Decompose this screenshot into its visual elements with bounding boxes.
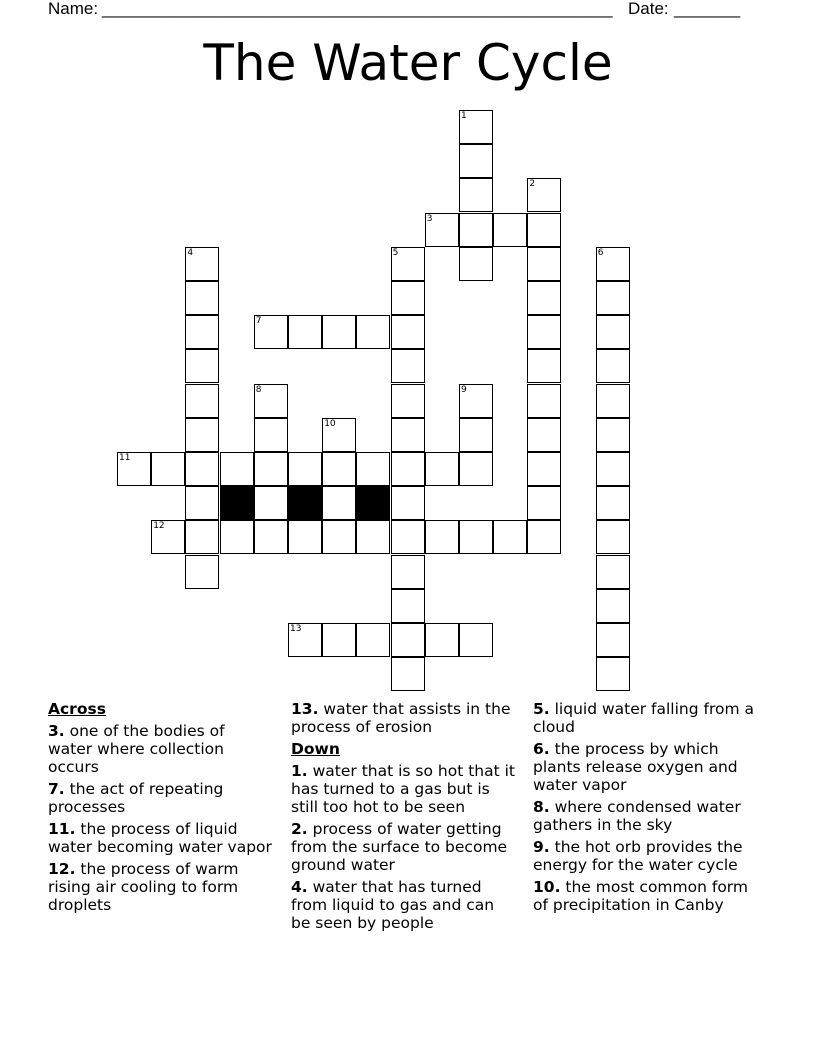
clue-across-12: [48, 860, 273, 914]
date-label: Date:: [628, 0, 669, 18]
crossword-cell[interactable]: [527, 247, 561, 281]
crossword-cell[interactable]: [493, 520, 527, 554]
clue-number: 8.: [533, 798, 550, 816]
clue-down-6: [533, 740, 758, 794]
crossword-cell[interactable]: [288, 623, 322, 657]
clue-text: the most common form of precipitation in Canby: [533, 878, 748, 914]
crossword-cell[interactable]: [527, 520, 561, 554]
crossword-cell[interactable]: [391, 418, 425, 452]
clue-column-3: [533, 700, 758, 918]
crossword-cell[interactable]: [117, 452, 151, 486]
crossword-cell[interactable]: [288, 452, 322, 486]
crossword-cell[interactable]: [322, 623, 356, 657]
crossword-cell[interactable]: [185, 555, 219, 589]
clue-column-1: [48, 700, 273, 918]
clue-across-11: [48, 820, 273, 856]
clue-text: the hot orb provides the energy for the water cycle: [533, 838, 743, 874]
crossword-cell[interactable]: [220, 520, 254, 554]
clue-down-9: [533, 838, 758, 874]
clue-text: the process by which plants release oxygen and water vapor: [533, 740, 738, 794]
clue-across-3: [48, 722, 273, 776]
crossword-cell[interactable]: [356, 520, 390, 554]
clue-down-10: [533, 878, 758, 914]
crossword-cell[interactable]: [596, 247, 630, 281]
crossword-cell[interactable]: [459, 247, 493, 281]
cell-number: 12: [153, 521, 165, 532]
crossword-cell[interactable]: [322, 520, 356, 554]
crossword-cell[interactable]: [254, 520, 288, 554]
crossword-cell[interactable]: [322, 315, 356, 349]
crossword-cell[interactable]: [527, 418, 561, 452]
crossword-cell[interactable]: [185, 520, 219, 554]
clue-text: water that has turned from liquid to gas and can be seen by people: [291, 878, 495, 932]
cell-number: 4: [187, 247, 194, 258]
clue-number: 2.: [291, 820, 308, 838]
clue-number: 13.: [291, 700, 319, 718]
clue-text: one of the bodies of water where collection occurs: [48, 722, 225, 776]
crossword-block-cell: [288, 486, 322, 520]
cell-number: 8: [255, 384, 262, 395]
crossword-cell[interactable]: [391, 623, 425, 657]
crossword-cell[interactable]: [459, 452, 493, 486]
crossword-cell[interactable]: [391, 349, 425, 383]
crossword-cell[interactable]: [185, 418, 219, 452]
clue-number: 12.: [48, 860, 76, 878]
crossword-cell[interactable]: [322, 452, 356, 486]
crossword-cell[interactable]: [254, 418, 288, 452]
crossword-cell[interactable]: [459, 418, 493, 452]
crossword-cell[interactable]: [254, 452, 288, 486]
crossword-cell[interactable]: [596, 281, 630, 315]
crossword-cell[interactable]: [391, 589, 425, 623]
cell-number: 5: [392, 247, 399, 258]
clue-number: 4.: [291, 878, 308, 896]
crossword-cell[interactable]: [391, 555, 425, 589]
crossword-cell[interactable]: [322, 486, 356, 520]
crossword-cell[interactable]: [527, 384, 561, 418]
crossword-cell[interactable]: [596, 623, 630, 657]
crossword-cell[interactable]: [288, 315, 322, 349]
crossword-cell[interactable]: [391, 247, 425, 281]
crossword-block-cell: [220, 486, 254, 520]
crossword-cell[interactable]: [459, 213, 493, 247]
crossword-cell[interactable]: [459, 110, 493, 144]
crossword-cell[interactable]: [596, 657, 630, 691]
clue-text: liquid water falling from a cloud: [533, 700, 755, 736]
crossword-cell[interactable]: [527, 349, 561, 383]
clue-text: the process of warm rising air cooling to form droplets: [48, 860, 239, 914]
clue-number: 9.: [533, 838, 550, 856]
clue-down-8: [533, 798, 758, 834]
crossword-cell[interactable]: [391, 315, 425, 349]
crossword-cell[interactable]: [288, 520, 322, 554]
clue-text: process of water getting from the surface to become ground water: [291, 820, 508, 874]
crossword-cell[interactable]: [596, 486, 630, 520]
clue-text: the process of liquid water becoming water vapor: [48, 820, 272, 856]
crossword-cell[interactable]: [185, 315, 219, 349]
clue-number: 6.: [533, 740, 550, 758]
clue-number: 10.: [533, 878, 561, 896]
cell-number: 9: [461, 384, 467, 395]
date-blank-line: _______: [674, 0, 741, 18]
crossword-cell[interactable]: [254, 486, 288, 520]
crossword-cell[interactable]: [220, 452, 254, 486]
crossword-cell[interactable]: [185, 247, 219, 281]
clue-number: 7.: [48, 780, 65, 798]
crossword-cell[interactable]: [356, 315, 390, 349]
cell-number: 6: [597, 247, 604, 258]
crossword-cell[interactable]: [459, 178, 493, 212]
crossword-cell[interactable]: [425, 623, 459, 657]
clue-text: water that assists in the process of erosion: [291, 700, 511, 736]
crossword-cell[interactable]: [527, 452, 561, 486]
crossword-cell[interactable]: [425, 520, 459, 554]
crossword-cell[interactable]: [356, 452, 390, 486]
crossword-cell[interactable]: [391, 486, 425, 520]
name-label: Name:: [48, 0, 99, 18]
crossword-cell[interactable]: [391, 657, 425, 691]
crossword-cell[interactable]: [151, 520, 185, 554]
crossword-cell[interactable]: [596, 384, 630, 418]
crossword-cell[interactable]: [185, 281, 219, 315]
crossword-cell[interactable]: [596, 555, 630, 589]
crossword-cell[interactable]: [527, 213, 561, 247]
crossword-cell[interactable]: [254, 384, 288, 418]
clue-number: 1.: [291, 762, 308, 780]
clue-number: 5.: [533, 700, 550, 718]
cell-number: 7: [255, 316, 262, 327]
crossword-cell[interactable]: [185, 452, 219, 486]
crossword-cell[interactable]: [459, 520, 493, 554]
clue-text: water that is so hot that it has turned to a gas but is still too hot to be seen: [291, 762, 515, 816]
cell-number: 11: [119, 453, 131, 463]
crossword-cell[interactable]: [356, 623, 390, 657]
crossword-cell[interactable]: [493, 213, 527, 247]
clue-text: the act of repeating processes: [48, 780, 224, 816]
name-blank-line: ______________________________________________________: [102, 0, 613, 18]
crossword-cell[interactable]: [459, 384, 493, 418]
crossword-cell[interactable]: [459, 623, 493, 657]
crossword-cell[interactable]: [185, 486, 219, 520]
crossword-cell[interactable]: [596, 520, 630, 554]
crossword-cell[interactable]: [596, 315, 630, 349]
crossword-cell[interactable]: [254, 315, 288, 349]
crossword-cell[interactable]: [185, 384, 219, 418]
clue-down-4: [291, 878, 516, 932]
cell-number: 10: [324, 418, 336, 429]
crossword-cell[interactable]: [391, 452, 425, 486]
crossword-cell[interactable]: [596, 349, 630, 383]
cell-number: 1: [461, 111, 467, 121]
clue-column-2: [291, 700, 516, 936]
crossword-cell[interactable]: [391, 384, 425, 418]
crossword-block-cell: [356, 486, 390, 520]
clue-across-7: [48, 780, 273, 816]
cell-number: 13: [290, 624, 302, 634]
across-heading: Across: [48, 700, 106, 718]
crossword-cell[interactable]: [596, 418, 630, 452]
clue-number: 11.: [48, 820, 76, 838]
crossword-cell[interactable]: [527, 178, 561, 212]
crossword-cell[interactable]: [527, 486, 561, 520]
clue-down-2: [291, 820, 516, 874]
down-heading: Down: [291, 740, 340, 758]
crossword-cell[interactable]: [596, 589, 630, 623]
crossword-cell[interactable]: [459, 144, 493, 178]
crossword-cell[interactable]: [391, 281, 425, 315]
clue-text: where condensed water gathers in the sky: [533, 798, 741, 834]
crossword-cell[interactable]: [322, 418, 356, 452]
cell-number: 3: [426, 213, 433, 224]
clue-down-5: [533, 700, 758, 736]
cell-number: 2: [529, 179, 536, 190]
crossword-cell[interactable]: [151, 452, 185, 486]
crossword-cell[interactable]: [527, 281, 561, 315]
crossword-cell[interactable]: [185, 349, 219, 383]
clue-across-13: [291, 700, 516, 736]
crossword-cell[interactable]: [425, 213, 459, 247]
puzzle-title: The Water Cycle: [203, 34, 613, 92]
crossword-cell[interactable]: [596, 452, 630, 486]
crossword-cell[interactable]: [527, 315, 561, 349]
clue-down-1: [291, 762, 516, 816]
clue-number: 3.: [48, 722, 65, 740]
crossword-cell[interactable]: [391, 520, 425, 554]
crossword-cell[interactable]: [425, 452, 459, 486]
